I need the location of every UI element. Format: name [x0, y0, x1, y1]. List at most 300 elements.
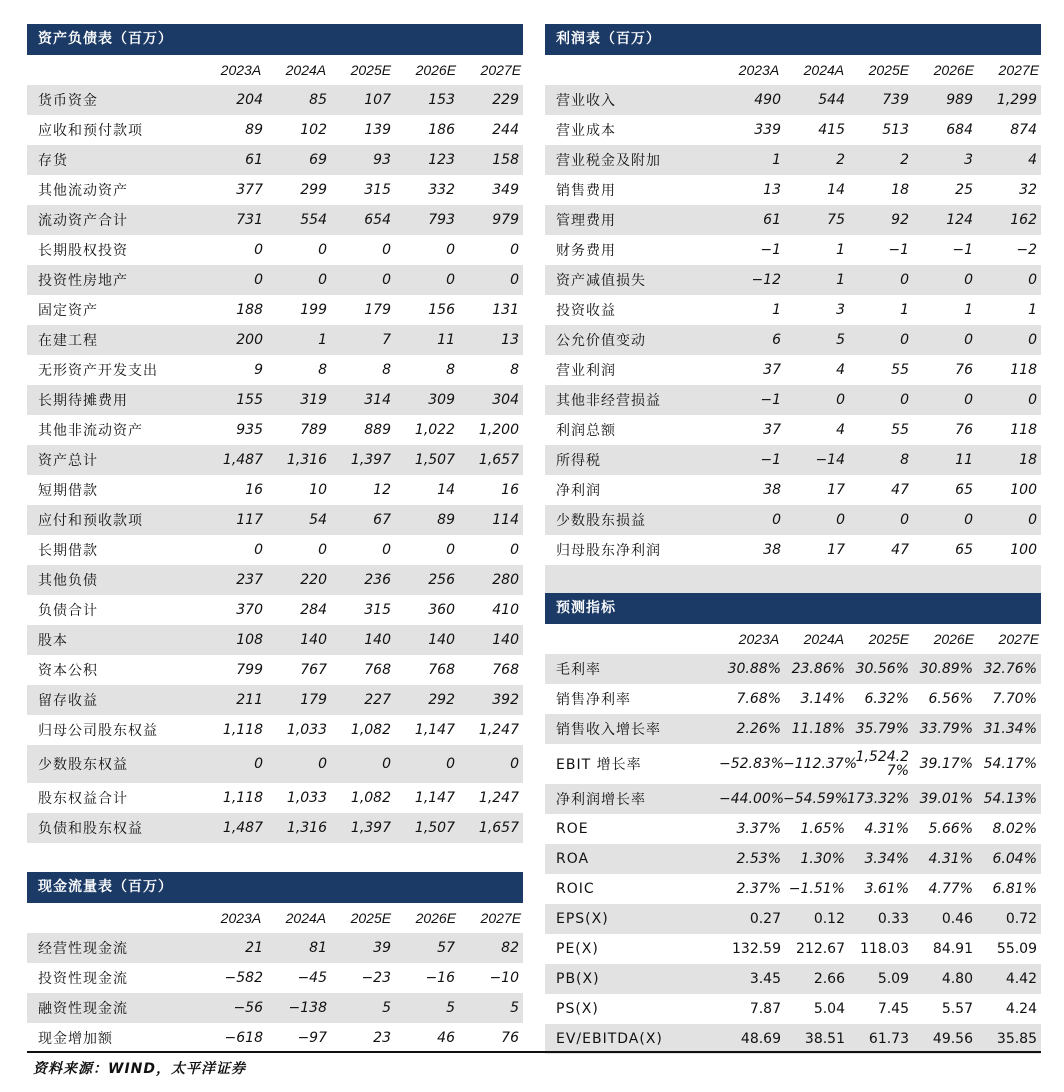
value-cell: 1.30% [800, 851, 845, 867]
value-cell: 2 [836, 152, 845, 168]
row-label: PE(X) [556, 941, 599, 957]
value-cell: 2.26% [736, 721, 781, 737]
value-cell: −1 [760, 242, 781, 258]
value-cell: 339 [754, 122, 781, 138]
value-cell: 16 [245, 482, 263, 498]
value-cell: 65 [955, 482, 973, 498]
row-label: 营业利润 [556, 363, 616, 379]
value-cell: 55 [891, 362, 909, 378]
income-statement-panel [545, 24, 1041, 595]
value-cell: 162 [1010, 212, 1037, 228]
value-cell: −45 [297, 970, 327, 986]
table-row [545, 475, 1041, 505]
value-cell: 61 [245, 152, 263, 168]
value-cell: 767 [300, 662, 327, 678]
balance-sheet-panel [27, 24, 523, 843]
value-cell: 299 [300, 182, 327, 198]
year-header: 2023A [738, 62, 780, 78]
value-cell: 684 [946, 122, 973, 138]
table-row [27, 235, 523, 265]
row-label: 流动资产合计 [38, 213, 128, 229]
table-row [27, 565, 523, 595]
year-header: 2024A [285, 62, 327, 78]
value-cell: 768 [492, 662, 519, 678]
value-cell: 47 [891, 482, 909, 498]
table-row [27, 265, 523, 295]
value-cell: 256 [428, 572, 455, 588]
value-cell: 1,487 [222, 452, 263, 468]
value-cell: 140 [428, 632, 455, 648]
row-label: 短期借款 [38, 483, 98, 499]
value-cell: 118 [1010, 422, 1037, 438]
income-statement-title: 利润表（百万） [545, 24, 1041, 55]
row-label: 其他流动资产 [38, 183, 128, 199]
value-cell: 0 [382, 242, 391, 258]
value-cell: 5 [446, 1000, 455, 1016]
value-cell: −1 [888, 242, 909, 258]
value-cell: 0 [964, 332, 973, 348]
value-cell: −1 [760, 452, 781, 468]
value-cell: 16 [501, 482, 519, 498]
value-cell: 39.01% [919, 791, 973, 807]
table-row [545, 654, 1041, 684]
value-cell: 5 [510, 1000, 519, 1016]
value-cell: 30.56% [855, 661, 909, 677]
table-row [27, 625, 523, 655]
value-cell: 2.66 [813, 971, 845, 987]
value-cell: 14 [437, 482, 455, 498]
value-cell: 0 [254, 542, 263, 558]
value-cell: 768 [428, 662, 455, 678]
row-label: 投资性房地产 [38, 273, 128, 289]
table-row [27, 295, 523, 325]
value-cell: −54.59% [783, 791, 849, 807]
row-label: 净利润 [556, 483, 601, 499]
table-row [27, 685, 523, 715]
table-row [545, 415, 1041, 445]
value-cell: 7.45 [877, 1001, 909, 1017]
value-cell: −16 [425, 970, 455, 986]
value-cell: 7 [382, 332, 391, 348]
value-cell: 0.33 [877, 911, 909, 927]
value-cell: −138 [288, 1000, 327, 1016]
value-cell: 102 [300, 122, 327, 138]
value-cell: 69 [309, 152, 327, 168]
cashflow-panel [27, 872, 523, 1053]
value-cell: 1,022 [414, 422, 455, 438]
value-cell: 57 [437, 940, 455, 956]
value-cell: 315 [364, 602, 391, 618]
row-label: 其他非经营损益 [556, 393, 661, 409]
row-label: 营业收入 [556, 93, 616, 109]
value-cell: 131 [492, 302, 519, 318]
source-note: 资料来源：WIND，太平洋证券 [33, 1061, 246, 1077]
table-row [545, 744, 1041, 784]
value-cell: 100 [1010, 542, 1037, 558]
value-cell: 0 [318, 542, 327, 558]
value-cell: 360 [428, 602, 455, 618]
row-label: 长期待摊费用 [38, 393, 128, 409]
value-cell: 1 [964, 302, 973, 318]
table-row [27, 505, 523, 535]
balance-rows [27, 85, 523, 843]
value-cell: 0 [900, 392, 909, 408]
table-row [27, 385, 523, 415]
table-row [545, 904, 1041, 934]
value-cell: −2 [1016, 242, 1037, 258]
value-cell: 81 [309, 940, 327, 956]
table-row [545, 355, 1041, 385]
row-label: 投资收益 [556, 303, 616, 319]
value-cell: 1,200 [478, 422, 519, 438]
value-cell: 0 [446, 756, 455, 772]
table-row [27, 115, 523, 145]
table-row [27, 325, 523, 355]
footer-rule [27, 1051, 1041, 1053]
row-label: 资产减值损失 [556, 273, 646, 289]
value-cell: 54 [309, 512, 327, 528]
row-label: 无形资产开发支出 [38, 363, 158, 379]
value-cell: 8 [900, 452, 909, 468]
value-cell: 37 [763, 362, 781, 378]
value-cell: 490 [754, 92, 781, 108]
value-cell: 0 [382, 542, 391, 558]
row-label: EV/EBITDA(X) [556, 1031, 663, 1047]
value-cell: 8 [382, 362, 391, 378]
value-cell: 4.31% [928, 851, 973, 867]
table-row [27, 715, 523, 745]
year-header: 2026E [415, 62, 457, 78]
value-cell: −618 [224, 1030, 263, 1046]
value-cell: 319 [300, 392, 327, 408]
table-row [27, 993, 523, 1023]
row-label: 销售收入增长率 [556, 722, 661, 738]
value-cell: 0 [254, 272, 263, 288]
row-label: 留存收益 [38, 693, 98, 709]
value-cell: 5.09 [877, 971, 909, 987]
table-row [27, 963, 523, 993]
value-cell: 7.70% [992, 691, 1037, 707]
value-cell: 4.80 [941, 971, 973, 987]
value-cell: 8 [510, 362, 519, 378]
value-cell: 1,147 [414, 790, 455, 806]
value-cell: 315 [364, 182, 391, 198]
value-cell: 140 [300, 632, 327, 648]
table-row [27, 813, 523, 843]
value-cell: 4.24 [1005, 1001, 1037, 1017]
value-cell: 304 [492, 392, 519, 408]
value-cell: 410 [492, 602, 519, 618]
value-cell: 544 [818, 92, 845, 108]
value-cell: 731 [236, 212, 263, 228]
value-cell: −23 [361, 970, 391, 986]
value-cell: 153 [428, 92, 455, 108]
value-cell: 54.17% [983, 756, 1037, 772]
row-label: 其他非流动资产 [38, 423, 143, 439]
value-cell: 158 [492, 152, 519, 168]
value-cell: 179 [300, 692, 327, 708]
value-cell: 6.81% [992, 881, 1037, 897]
value-cell: 11 [437, 332, 455, 348]
value-cell: 76 [501, 1030, 519, 1046]
table-row [27, 415, 523, 445]
value-cell: 3 [964, 152, 973, 168]
row-label: 股本 [38, 633, 68, 649]
value-cell: 0 [382, 756, 391, 772]
year-header: 2027E [998, 62, 1040, 78]
value-cell: 200 [236, 332, 263, 348]
income-rows [545, 85, 1041, 595]
value-cell: 1,397 [350, 452, 391, 468]
value-cell: 0 [446, 542, 455, 558]
value-cell: 65 [955, 542, 973, 558]
year-header: 2027E [480, 62, 522, 78]
value-cell: −10 [489, 970, 519, 986]
balance-year-row [27, 55, 523, 85]
value-cell: 212.67 [796, 941, 845, 957]
value-cell: 1,299 [996, 92, 1037, 108]
table-row [545, 175, 1041, 205]
year-header: 2025E [868, 62, 910, 78]
row-label: 少数股东损益 [556, 513, 646, 529]
value-cell: 18 [1019, 452, 1037, 468]
balance-sheet-title: 资产负债表（百万） [27, 24, 523, 55]
table-row [545, 445, 1041, 475]
value-cell: 0.12 [813, 911, 845, 927]
value-cell: 349 [492, 182, 519, 198]
year-header: 2023A [220, 62, 262, 78]
value-cell: 93 [373, 152, 391, 168]
value-cell: 8.02% [992, 821, 1037, 837]
value-cell: 0 [446, 272, 455, 288]
value-cell: 2.37% [736, 881, 781, 897]
row-label: 负债和股东权益 [38, 821, 143, 837]
value-cell: 0 [900, 512, 909, 528]
table-row [545, 964, 1041, 994]
value-cell: 3.45 [749, 971, 781, 987]
value-cell: 3 [836, 302, 845, 318]
value-cell: 11.18% [791, 721, 845, 737]
value-cell: 0 [1028, 332, 1037, 348]
row-label: 归母股东净利润 [556, 543, 661, 559]
table-row [27, 1023, 523, 1053]
table-row [27, 475, 523, 505]
table-row [27, 175, 523, 205]
blank-row [545, 565, 1041, 595]
value-cell: 54.13% [983, 791, 1037, 807]
year-header: 2025E [350, 910, 392, 926]
forecast-year-row [545, 624, 1041, 654]
table-row [545, 844, 1041, 874]
table-row [545, 205, 1041, 235]
row-label: 所得税 [556, 453, 601, 469]
value-cell: −1 [952, 242, 973, 258]
value-cell: 1,033 [286, 722, 327, 738]
table-row [545, 684, 1041, 714]
value-cell: 132.59 [732, 941, 781, 957]
value-cell: 0 [510, 542, 519, 558]
value-cell: 32.76% [983, 661, 1037, 677]
value-cell: 237 [236, 572, 263, 588]
value-cell: 1,524.27% [855, 749, 909, 779]
value-cell: 4.31% [864, 821, 909, 837]
value-cell: 139 [364, 122, 391, 138]
value-cell: −14 [815, 452, 845, 468]
row-label: 应收和预付款项 [38, 123, 143, 139]
value-cell: 0.72 [1005, 911, 1037, 927]
value-cell: 1 [836, 242, 845, 258]
value-cell: 1,118 [222, 790, 263, 806]
value-cell: 186 [428, 122, 455, 138]
value-cell: 89 [245, 122, 263, 138]
value-cell: 0 [1028, 392, 1037, 408]
value-cell: 76 [955, 422, 973, 438]
value-cell: 75 [827, 212, 845, 228]
value-cell: 989 [946, 92, 973, 108]
year-header: 2025E [350, 62, 392, 78]
table-row [27, 535, 523, 565]
table-row [545, 145, 1041, 175]
value-cell: 0 [318, 756, 327, 772]
value-cell: −56 [233, 1000, 263, 1016]
year-header: 2026E [415, 910, 457, 926]
value-cell: 793 [428, 212, 455, 228]
row-label: 少数股东权益 [38, 757, 128, 773]
value-cell: −44.00% [719, 791, 785, 807]
row-label: 其他负债 [38, 573, 98, 589]
value-cell: 211 [236, 692, 263, 708]
value-cell: −12 [751, 272, 781, 288]
value-cell: 4.77% [928, 881, 973, 897]
value-cell: 10 [309, 482, 327, 498]
value-cell: 123 [428, 152, 455, 168]
value-cell: 889 [364, 422, 391, 438]
row-label: 负债合计 [38, 603, 98, 619]
value-cell: 0 [964, 392, 973, 408]
forecast-title: 预测指标 [545, 593, 1041, 624]
value-cell: 82 [501, 940, 519, 956]
value-cell: 39 [373, 940, 391, 956]
value-cell: 3.61% [864, 881, 909, 897]
year-header: 2024A [285, 910, 327, 926]
value-cell: 108 [236, 632, 263, 648]
forecast-rows [545, 654, 1041, 1054]
value-cell: 0.27 [749, 911, 781, 927]
year-header: 2027E [998, 631, 1040, 647]
forecast-panel [545, 593, 1041, 1054]
year-header: 2025E [868, 631, 910, 647]
row-label: ROIC [556, 881, 595, 897]
table-row [545, 994, 1041, 1024]
value-cell: 6.04% [992, 851, 1037, 867]
year-header: 2026E [933, 631, 975, 647]
table-row [545, 115, 1041, 145]
value-cell: 0 [318, 272, 327, 288]
row-label: 营业成本 [556, 123, 616, 139]
value-cell: 2 [900, 152, 909, 168]
value-cell: 0 [1028, 512, 1037, 528]
value-cell: 1,316 [286, 452, 327, 468]
table-row [545, 714, 1041, 744]
value-cell: 67 [373, 512, 391, 528]
row-label: EBIT 增长率 [556, 757, 642, 773]
row-label: 营业税金及附加 [556, 153, 661, 169]
row-label: 资产总计 [38, 453, 98, 469]
value-cell: 11 [955, 452, 973, 468]
value-cell: 229 [492, 92, 519, 108]
cashflow-year-row [27, 903, 523, 933]
row-label: ROE [556, 821, 589, 837]
table-row [27, 783, 523, 813]
value-cell: 14 [827, 182, 845, 198]
row-label: 固定资产 [38, 303, 98, 319]
value-cell: 38 [763, 482, 781, 498]
value-cell: 377 [236, 182, 263, 198]
value-cell: 415 [818, 122, 845, 138]
value-cell: 5 [382, 1000, 391, 1016]
value-cell: 92 [891, 212, 909, 228]
table-row [27, 85, 523, 115]
value-cell: 513 [882, 122, 909, 138]
value-cell: 280 [492, 572, 519, 588]
value-cell: 0 [254, 242, 263, 258]
value-cell: 7.87 [749, 1001, 781, 1017]
table-row [545, 505, 1041, 535]
value-cell: 30.88% [727, 661, 781, 677]
row-label: 投资性现金流 [38, 971, 128, 987]
row-label: 股东权益合计 [38, 791, 128, 807]
value-cell: 0 [510, 242, 519, 258]
value-cell: 1,033 [286, 790, 327, 806]
value-cell: 31.34% [983, 721, 1037, 737]
value-cell: 5.04 [813, 1001, 845, 1017]
value-cell: 49.56 [932, 1031, 973, 1047]
cashflow-title: 现金流量表（百万） [27, 872, 523, 903]
value-cell: 236 [364, 572, 391, 588]
value-cell: 1.65% [800, 821, 845, 837]
table-row [27, 933, 523, 963]
value-cell: 38.51 [804, 1031, 845, 1047]
value-cell: 0 [318, 242, 327, 258]
year-header: 2026E [933, 62, 975, 78]
value-cell: 179 [364, 302, 391, 318]
value-cell: 3.14% [800, 691, 845, 707]
value-cell: −582 [224, 970, 263, 986]
value-cell: 85 [309, 92, 327, 108]
value-cell: 0 [254, 756, 263, 772]
value-cell: 1,247 [478, 722, 519, 738]
value-cell: 30.89% [919, 661, 973, 677]
value-cell: 392 [492, 692, 519, 708]
row-label: 应付和预收款项 [38, 513, 143, 529]
value-cell: 199 [300, 302, 327, 318]
table-row [27, 145, 523, 175]
table-row [27, 595, 523, 625]
value-cell: 554 [300, 212, 327, 228]
value-cell: 204 [236, 92, 263, 108]
value-cell: 118.03 [860, 941, 909, 957]
value-cell: 39.17% [919, 756, 973, 772]
value-cell: 23.86% [791, 661, 845, 677]
row-label: 现金增加额 [38, 1031, 113, 1047]
value-cell: 0 [1028, 272, 1037, 288]
value-cell: 1,147 [414, 722, 455, 738]
value-cell: 12 [373, 482, 391, 498]
row-label: EPS(X) [556, 911, 609, 927]
row-label: 归母公司股东权益 [38, 723, 158, 739]
value-cell: 1,507 [414, 452, 455, 468]
value-cell: 17 [827, 482, 845, 498]
